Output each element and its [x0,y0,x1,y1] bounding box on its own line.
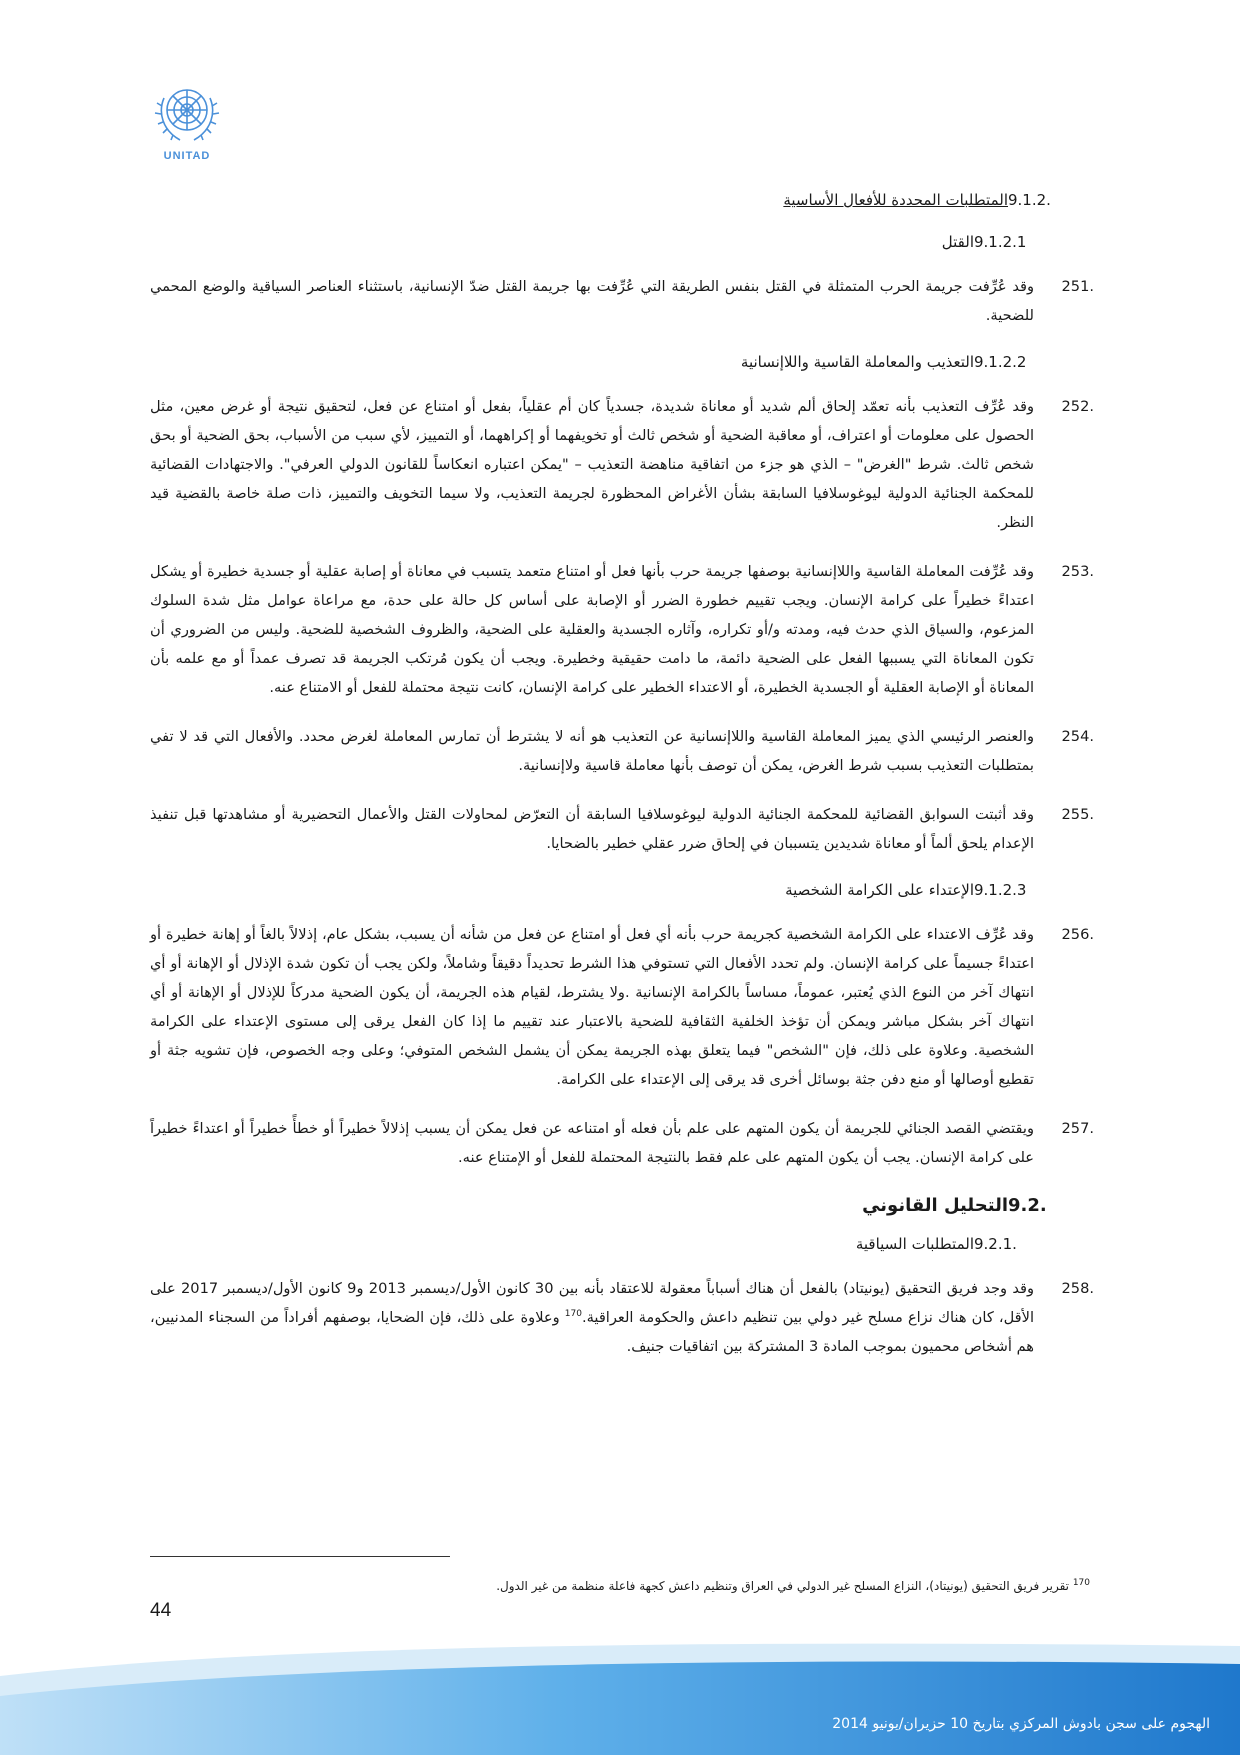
footnote [150,1574,1090,1595]
paragraph-number: 253. [1061,563,1094,580]
section-number: 9.1.2.3 [974,881,1027,899]
paragraph-258 [150,1274,1094,1361]
section-title: التعذيب والمعاملة القاسية واللاإنسانية [740,353,974,371]
section-title: التحليل القانوني [862,1195,1008,1216]
footer-title: الهجوم على سجن بادوش المركزي بتاريخ 10 حزيران/يونيو 2014 [832,1716,1210,1732]
paragraph-text: ويقتضي القصد الجنائي للجريمة أن يكون المتهم على علم بأن فعله أو امتناعه عن فعل يمكن أن يسبب إذلالاً خطيراً أو خطأً خطيراً أو اعتداءً خطيراً على كرامة الإنسان. يجب أن يكون المتهم على علم فقط بالنتيجة المحتملة للفعل أو الإمتناع عنه. [150,1120,1034,1166]
section-title: القتل [941,233,974,251]
paragraph-number: 252. [1061,398,1094,415]
paragraph-252 [150,392,1094,537]
section-number: 9.1.2. [1008,191,1051,209]
footer-wave-band [0,1636,1240,1755]
section-heading-9-2-1 [150,1232,1094,1256]
paragraph-number: 256. [1061,926,1094,943]
paragraph-number: 258. [1061,1280,1094,1297]
paragraph-text: وقد أثبتت السوابق القضائية للمحكمة الجنائية الدولية ليوغوسلافيا السابقة أن التعرّض لمحاولات القتل والأعمال التحضيرية أو مشاهدتها قبل تنفيذ الإعدام يلحق ألماً أو معاناة شديدين يتسببان في إلحاق ضرر عقلي خطير بالضحايا. [150,806,1034,852]
section-number: 9.1.2.2 [974,353,1027,371]
paragraph-text: وقد عُرِّف الاعتداء على الكرامة الشخصية كجريمة حرب بأنه أي فعل أو امتناع عن فعل من شأنه أن يسبب، بشكل عام، إذلالاً بالغاً أو إهانة خطيرة أو اعتداءً جسيماً على كرامة الإنسان. ولم تحدد الأفعال التي تستوفي هذا الشرط تحديداً دقيقاً وشاملاً، ولكن يجب أن تكون شدة الإذلال أو الإهانة أو أي انتهاك آخر من النوع الذي يُعتبر، عموماً، مساساً بالكرامة الإنسانية .ولا يشترط، لقيام هذه الجريمة، أن يكون الضحية مدركاً للإذلال أو الإهانة أو أي انتهاك آخر بشكل مباشر ويمكن أن تؤخذ الخلفية الثقافية للضحية بالاعتبار عند تقييم ما إذا كان الفعل يرقى إلى مستوى الإعتداء على الكرامة الشخصية. وعلاوة على ذلك، فإن "الشخص" فيما يتعلق بهذه الجريمة يمكن أن يشمل الشخص المتوفي؛ وعلى وجه الخصوص، فإن تشويه جثة أو تقطيع أوصالها أو منع دفن جثة بوسائل أخرى قد يرقى إلى الإعتداء على الكرامة. [150,926,1034,1088]
section-number: 9.2. [1008,1195,1047,1216]
paragraph-number: 257. [1061,1120,1094,1137]
paragraph-text-part: وقد وجد فريق التحقيق (يونيتاد) بالفعل أن هناك أسباباً معقولة للاعتقاد بأنه بين 30 كانون الأول/ديسمبر 2013 و9 كانون الأول/ديسمبر 2017 على الأقل، كان هناك نزاع مسلح غير دولي بين تنظيم داعش والحكومة العراقية. [150,1280,1035,1326]
paragraph-257 [150,1114,1094,1172]
paragraph-text [150,1274,1034,1361]
paragraph-text: وقد عُرِّفت جريمة الحرب المتمثلة في القتل بنفس الطريقة التي عُرِّفت بها جريمة القتل ضدّ الإنسانية، باستثناء العناصر السياقية والوضع المحمي للضحية. [150,278,1034,324]
un-logo [148,78,226,162]
page-number: 44 [150,1600,172,1621]
paragraph-255 [150,800,1094,858]
paragraph-number: 251. [1061,278,1094,295]
paragraph-text: وقد عُرِّف التعذيب بأنه تعمّد إلحاق ألم شديد أو معاناة شديدة، جسدياً كان أم عقلياً، بفعل أو امتناع عن فعل، لتحقيق نتيجة أو غرض معين، مثل الحصول على معلومات أو اعتراف، أو معاقبة الضحية أو شخص ثالث أو تخويفهما أو إكراههما، أو التمييز، لأي سبب من الأسباب، بحق الضحية أو بحق شخص ثالث. شرط "الغرض" – الذي هو جزء من اتفاقية مناهضة التعذيب – "يمكن اعتباره انعكاساً للقانون الدولي العرفي". والاجتهادات القضائية للمحكمة الجنائية الدولية ليوغوسلافيا السابقة بشأن الأغراض المحظورة لجريمة التعذيب، ولا سيما التخويف والتمييز، ذات صلة خاصة بالقضية قيد النظر. [150,398,1034,531]
paragraph-251 [150,272,1094,330]
section-title: الإعتداء على الكرامة الشخصية [785,881,974,899]
paragraph-253 [150,557,1094,702]
paragraph-256 [150,920,1094,1094]
paragraph-text-part: وعلاوة على ذلك، فإن الضحايا، بوصفهم أفراداً من السجناء المدنيين، هم أشخاص محميون بموجب المادة 3 المشتركة بين اتفاقيات جنيف. [150,1309,1034,1355]
paragraph-text: وقد عُرِّفت المعاملة القاسية واللاإنسانية بوصفها جريمة حرب بأنها فعل أو امتناع متعمد يتسبب في معاناة أو إصابة عقلية أو جسدية خطيرة أو يشكل اعتداءً خطيراً على كرامة الإنسان. ويجب تقييم خطورة الضرر أو الإصابة على أساس كل حالة على حدة، مع مراعاة عوامل مثل شدة السلوك المزعوم، والسياق الذي حدث فيه، ومدته و/أو تكراره، وآثاره الجسدية والعقلية على الضحية، والظروف الشخصية للضحية. وليس من الضروري أن تكون المعاناة التي يسببها الفعل على الضحية دائمة، ما دامت حقيقية وخطيرة. ويجب أن يكون مُرتكب الجريمة قد تصرف عمداً أو مع علمه بأن المعاناة أو الإصابة العقلية أو الجسدية الخطيرة، أو الاعتداء الخطير على كرامة الإنسان، كانت نتيجة محتملة للفعل أو الامتناع عنه. [150,563,1034,696]
footnote-divider [150,1556,450,1557]
footnote-text: تقرير فريق التحقيق (يونيتاد)، النزاع المسلح غير الدولي في العراق وتنظيم داعش كجهة فاعلة منظمة من غير الدول. [496,1579,1073,1593]
un-emblem-icon [152,78,222,148]
logo-text: UNITAD [163,150,211,162]
section-heading-9-1-2-1 [150,230,1094,254]
section-heading-9-2 [150,1194,1094,1218]
section-heading-9-1-2-2 [150,350,1094,374]
footnote-reference[interactable]: 170 [564,1309,582,1320]
section-heading-9-1-2 [150,188,1094,212]
section-number: 9.2.1. [974,1235,1017,1253]
paragraph-number: 255. [1061,806,1094,823]
section-title: المتطلبات السياقية [855,1235,974,1253]
paragraph-254 [150,722,1094,780]
section-title: المتطلبات المحددة للأفعال الأساسية [783,191,1008,209]
section-heading-9-1-2-3 [150,878,1094,902]
paragraph-text: والعنصر الرئيسي الذي يميز المعاملة القاسية واللاإنسانية عن التعذيب هو أنه لا يشترط أن تمارس المعاملة لغرض محدد. والأفعال التي قد لا تفي بمتطلبات التعذيب بسبب شرط الغرض، يمكن أن توصف بأنها معاملة قاسية ولاإنسانية. [150,728,1034,774]
footnote-number: 170 [1072,1578,1090,1588]
document-body [150,178,1094,1381]
paragraph-number: 254. [1061,728,1094,745]
section-number: 9.1.2.1 [974,233,1027,251]
